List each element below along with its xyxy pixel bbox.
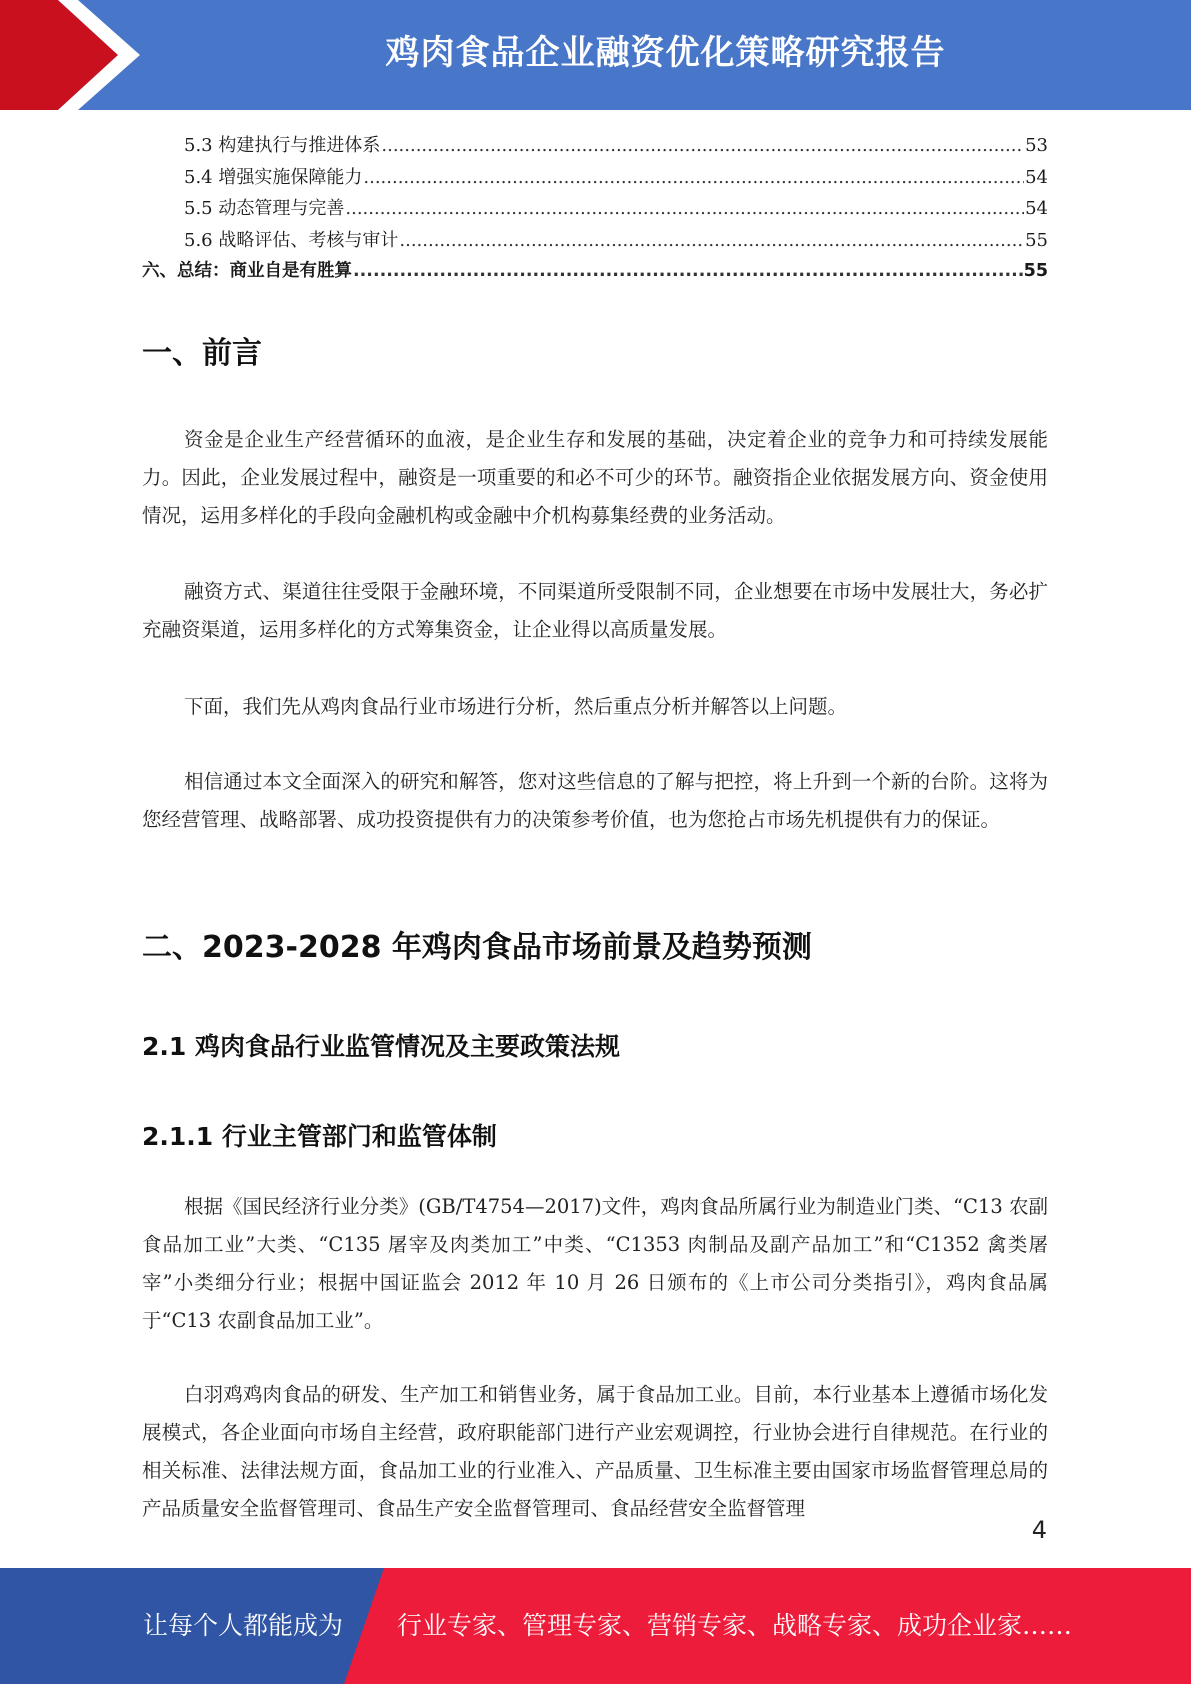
toc-leader-dots (399, 225, 1024, 257)
toc-leader-dots (363, 162, 1024, 194)
toc-page-number: 55 (1023, 261, 1048, 281)
subsection-heading: 2.1 鸡肉食品行业监管情况及主要政策法规 (142, 1032, 620, 1061)
paragraph: 资金是企业生产经营循环的血液，是企业生存和发展的基础，决定着企业的竞争力和可持续发展能力。因此，企业发展过程中，融资是一项重要的和必不可少的环节。融资指企业依据发展方向、资金使用情况，运用多样化的手段向金融机构或金融中介机构募集经费的业务活动。 (142, 428, 1048, 527)
toc-number: 5.6 (184, 229, 213, 251)
toc-page-number: 53 (1025, 135, 1048, 156)
paragraph: 融资方式、渠道往往受限于金融环境，不同渠道所受限制不同，企业想要在市场中发展壮大，务必扩充融资渠道，运用多样化的方式筹集资金，让企业得以高质量发展。 (142, 580, 1048, 641)
toc-number: 5.4 (184, 166, 213, 188)
toc-page-number: 55 (1025, 229, 1048, 251)
toc-label: 构建执行与推进体系 (218, 135, 381, 156)
footer-banner (0, 1568, 1191, 1684)
page-number: 4 (1031, 1516, 1047, 1544)
toc-entry[interactable] (142, 256, 1048, 288)
paragraph: 下面，我们先从鸡肉食品行业市场进行分析，然后重点分析并解答以上问题。 (184, 695, 848, 718)
toc-number: 5.5 (184, 198, 213, 219)
toc-number: 5.3 (184, 135, 213, 156)
paragraph: 根据《国民经济行业分类》(GB/T4754—2017)文件，鸡肉食品所属行业为制造业门类、“C13 农副食品加工业”大类、“C135 屠宰及肉类加工”中类、“C1353 肉制品及副产品加工”和“C1352 禽类屠宰”小类细分行业；根据中国证监会 2012 年 10 月 26 日颁布的《上市公司分类指引》，鸡肉食品属于“C13 农副食品加工业”。 (142, 1195, 1048, 1332)
table-of-contents (142, 130, 1048, 288)
paragraph: 白羽鸡鸡肉食品的研发、生产加工和销售业务，属于食品加工业。目前，本行业基本上遵循市场化发展模式，各企业面向市场自主经营，政府职能部门进行产业宏观调控，行业协会进行自律规范。在行业的相关标准、法律法规方面，食品加工业的行业准入、产品质量、卫生标准主要由国家市场监督管理总局的产品质量安全监督管理司、食品生产安全监督管理司、食品经营安全监督管理 (142, 1383, 1048, 1520)
toc-label: 总结：商业自是有胜算 (177, 261, 352, 281)
toc-label: 战略评估、考核与审计 (218, 229, 399, 251)
section-heading-preface: 一、前言 (142, 336, 262, 371)
toc-entry[interactable] (142, 162, 1048, 194)
subsubsection-heading: 2.1.1 行业主管部门和监管体制 (142, 1122, 497, 1151)
toc-leader-dots (353, 256, 1023, 288)
toc-page-number: 54 (1025, 166, 1048, 188)
red-arrow-decoration (0, 0, 160, 110)
toc-label: 增强实施保障能力 (218, 166, 363, 188)
section-heading-market-forecast: 二、2023-2028 年鸡肉食品市场前景及趋势预测 (142, 930, 812, 965)
toc-entry[interactable] (142, 225, 1048, 257)
toc-page-number: 54 (1025, 198, 1048, 219)
paragraph: 相信通过本文全面深入的研究和解答，您对这些信息的了解与把控，将上升到一个新的台阶。这将为您经营管理、战略部署、成功投资提供有力的决策参考价值，也为您抢占市场先机提供有力的保证。 (142, 770, 1048, 831)
toc-entry[interactable] (142, 130, 1048, 162)
toc-leader-dots (345, 193, 1024, 225)
report-title: 鸡肉食品企业融资优化策略研究报告 (385, 33, 946, 73)
toc-label: 动态管理与完善 (218, 198, 345, 219)
footer-slogan-right: 行业专家、管理专家、营销专家、战略专家、成功企业家…… (397, 1611, 1073, 1640)
toc-number: 六、 (142, 261, 177, 281)
header-banner (0, 0, 1191, 110)
toc-entry[interactable] (142, 193, 1048, 225)
footer-slogan-left: 让每个人都能成为 (143, 1611, 344, 1640)
toc-leader-dots (381, 130, 1024, 162)
